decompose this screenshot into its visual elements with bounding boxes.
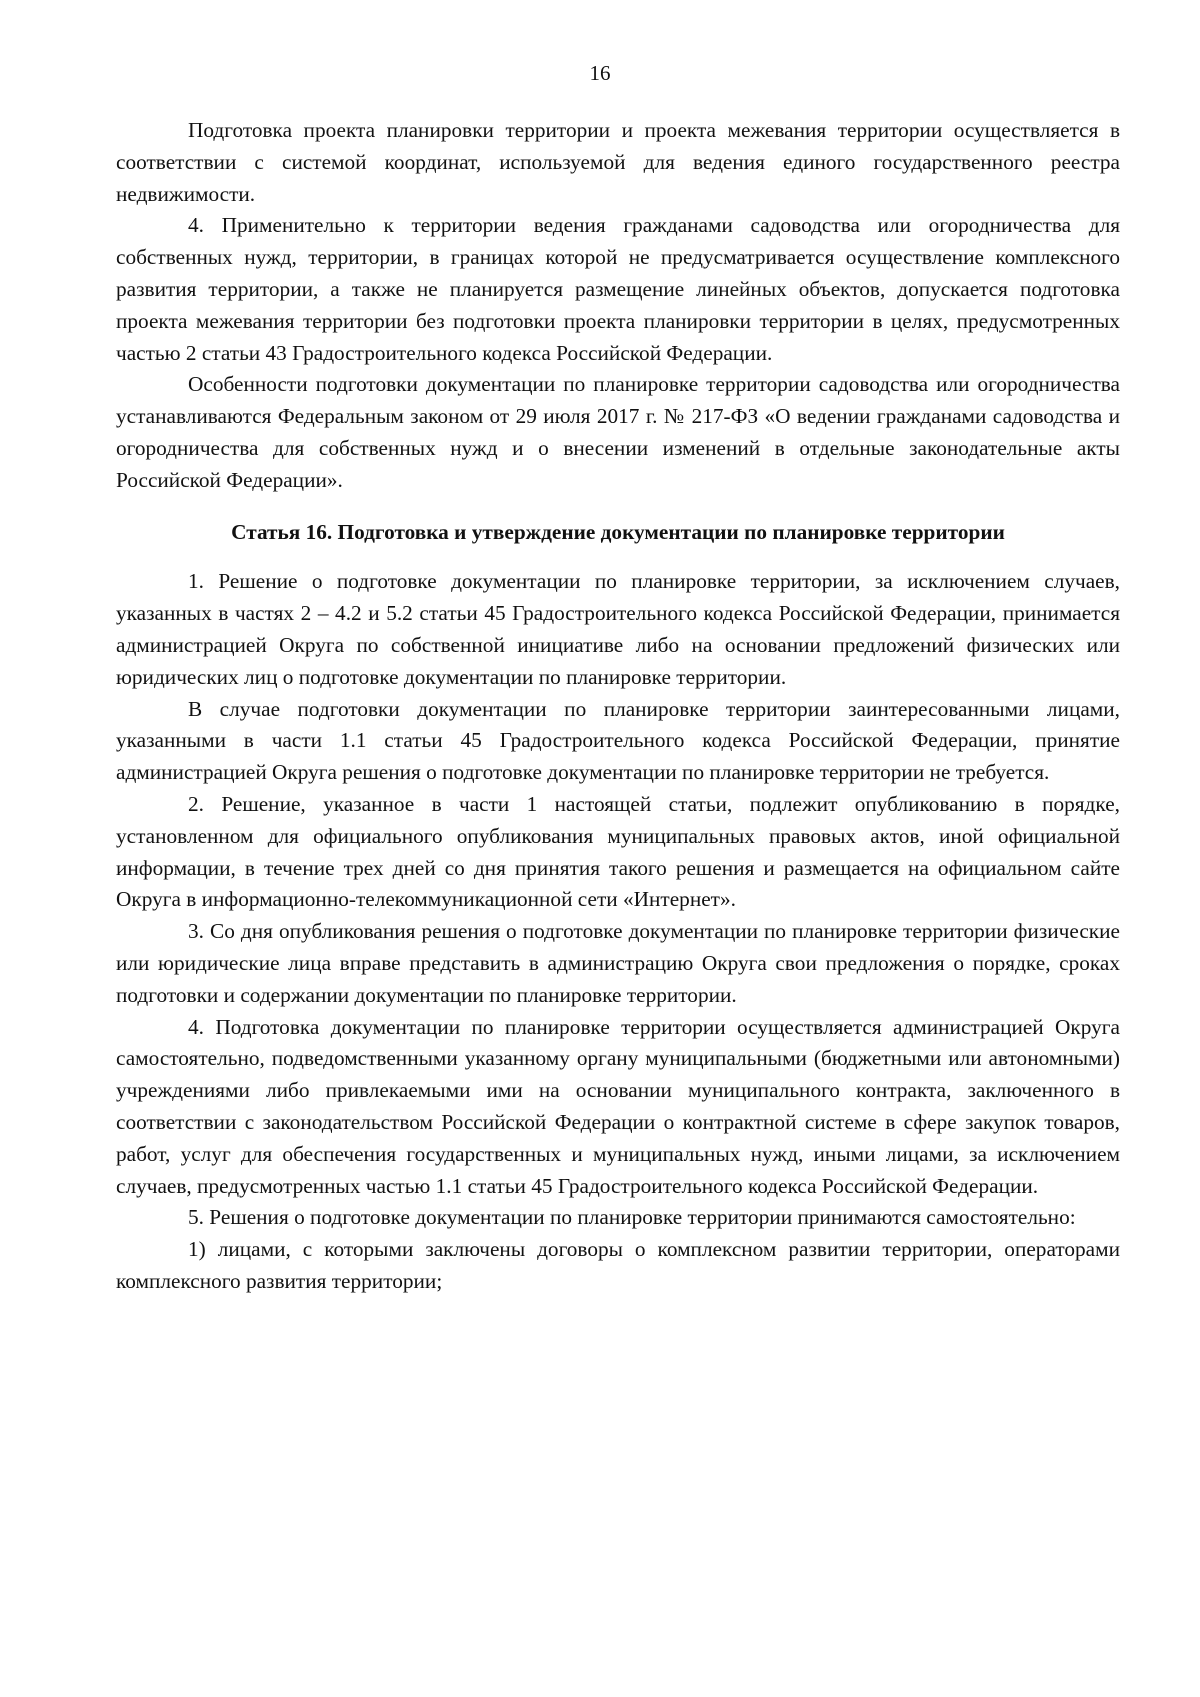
page-number: 16 (589, 61, 611, 85)
paragraph-interested-persons: В случае подготовки документации по планировке территории заинтересованными лицами, указанными в части 1.1 статьи 45 Градостроительного кодекса Российской Федерации, принятие администрацией Округа решения о подготовке документации по планировке территории не требуется. (116, 696, 1120, 785)
article-16-heading: Статья 16. Подготовка и утверждение документации по планировке территории (231, 519, 1005, 544)
paragraph-2-publication: 2. Решение, указанное в части 1 настоящей статьи, подлежит опубликованию в порядке, установленном для официального опубликования муниципальных правовых актов, иной официальной информации, в течение трех дней со дня принятия такого решения и размещается на официальном сайте Округа в информационно-телекоммуникационной сети «Интернет». (116, 791, 1120, 912)
paragraph-3-proposals: 3. Со дня опубликования решения о подготовке документации по планировке территории физические или юридические лица вправе представить в администрацию Округа свои предложения о порядке, сроках подготовки и содержании документации по планировке территории. (116, 919, 1120, 1007)
paragraph-1-decision: 1. Решение о подготовке документации по планировке территории, за исключением случаев, указанных в частях 2 – 4.2 и 5.2 статьи 45 Градостроительного кодекса Российской Федерации, принимается администрацией Округа по собственной инициативе либо на основании предложений физических или юридических лиц о подготовке документации по планировке территории. (116, 569, 1120, 689)
paragraph-4-gardening-territory: 4. Применительно к территории ведения гражданами садоводства или огородничества для собственных нужд, территории, в границах которой не предусматривается осуществление комплексного развития территории, а также не планируется размещение линейных объектов, допускается подготовка проекта межевания территории без подготовки проекта планировки территории в целях, предусмотренных частью 2 статьи 43 Градостроительного кодекса Российской Федерации. (116, 213, 1120, 365)
paragraph-planning-coordinates: Подготовка проекта планировки территории и проекта межевания территории осуществляется в соответствии с системой координат, используемой для ведения единого государственного реестра недвижимости. (116, 118, 1120, 206)
paragraph-5-decisions: 5. Решения о подготовке документации по планировке территории принимаются самостоятельно: (188, 1205, 1076, 1230)
paragraph-4-preparation: 4. Подготовка документации по планировке территории осуществляется администрацией Округа самостоятельно, подведомственными указанному органу муниципальными (бюджетными или автономными) учреждениями либо привлекаемыми ими на основании муниципального контракта, заключенного в соответствии с законодательством Российской Федерации о контрактной системе в сфере закупок товаров, работ, услуг для обеспечения государственных и муниципальных нужд, иными лицами, за исключением случаев, предусмотренных частью 1.1 статьи 45 Градостроительного кодекса Российской Федерации. (116, 1014, 1120, 1198)
paragraph-5-1-persons: 1) лицами, с которыми заключены договоры о комплексном развитии территории, операторами комплексного развития территории; (116, 1237, 1120, 1293)
paragraph-gardening-features: Особенности подготовки документации по планировке территории садоводства или огородничества устанавливаются Федеральным законом от 29 июля 2017 г. № 217-ФЗ «О ведении гражданами садоводства и огородничества для собственных нужд и о внесении изменений в отдельные законодательные акты Российской Федерации». (116, 372, 1120, 492)
document-body (116, 115, 1120, 1298)
